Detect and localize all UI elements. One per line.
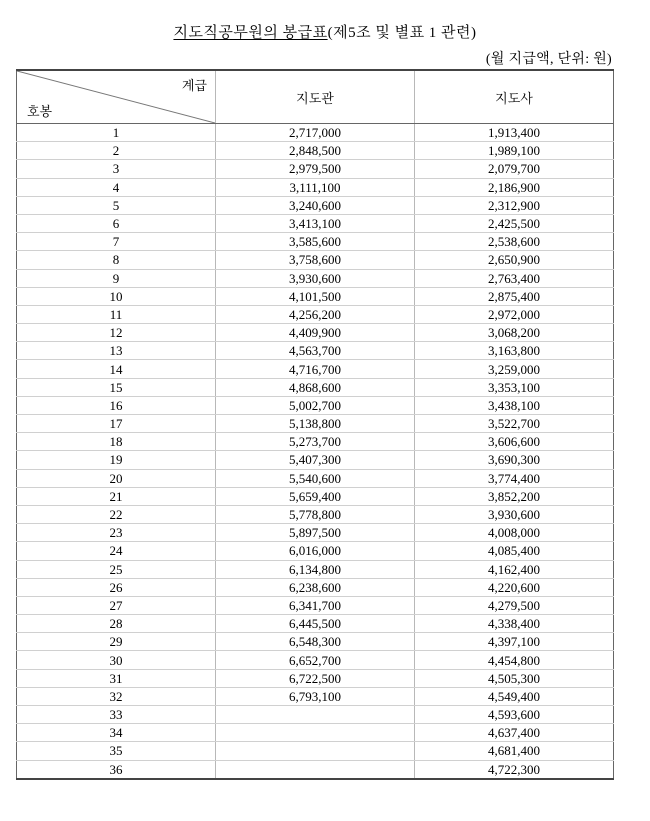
step-cell: 15 — [17, 378, 216, 396]
step-cell: 21 — [17, 487, 216, 505]
jidogwan-salary-cell: 3,111,100 — [216, 178, 415, 196]
table-row — [17, 142, 614, 160]
jidogwan-salary-cell: 6,445,500 — [216, 615, 415, 633]
table-row — [17, 178, 614, 196]
step-cell: 29 — [17, 633, 216, 651]
jidosa-salary-cell: 4,008,000 — [415, 524, 614, 542]
step-cell: 22 — [17, 505, 216, 523]
jidogwan-salary-cell: 3,413,100 — [216, 214, 415, 232]
jidosa-salary-cell: 1,913,400 — [415, 124, 614, 142]
jidogwan-salary-cell: 6,548,300 — [216, 633, 415, 651]
step-cell: 9 — [17, 269, 216, 287]
jidogwan-salary-cell: 6,134,800 — [216, 560, 415, 578]
jidosa-salary-cell: 4,279,500 — [415, 596, 614, 614]
table-row — [17, 433, 614, 451]
jidosa-salary-cell: 1,989,100 — [415, 142, 614, 160]
jidosa-salary-cell: 4,549,400 — [415, 687, 614, 705]
table-row — [17, 651, 614, 669]
jidogwan-salary-cell: 6,793,100 — [216, 687, 415, 705]
step-cell: 36 — [17, 760, 216, 779]
corner-label-grade: 계급 — [181, 78, 207, 93]
jidosa-salary-cell: 3,522,700 — [415, 415, 614, 433]
step-cell: 14 — [17, 360, 216, 378]
jidogwan-salary-cell: 5,002,700 — [216, 396, 415, 414]
jidogwan-salary-cell: 4,868,600 — [216, 378, 415, 396]
unit-note: (월 지급액, 단위: 원) — [485, 52, 612, 67]
column-header-jidogwan: 지도관 — [216, 70, 415, 124]
table-row — [17, 487, 614, 505]
jidogwan-salary-cell: 6,722,500 — [216, 669, 415, 687]
jidosa-salary-cell: 4,454,800 — [415, 651, 614, 669]
jidosa-salary-cell: 3,852,200 — [415, 487, 614, 505]
step-cell: 20 — [17, 469, 216, 487]
step-cell: 35 — [17, 742, 216, 760]
step-cell: 23 — [17, 524, 216, 542]
jidogwan-salary-cell: 3,240,600 — [216, 196, 415, 214]
table-row — [17, 160, 614, 178]
step-cell: 24 — [17, 542, 216, 560]
jidosa-salary-cell: 3,690,300 — [415, 451, 614, 469]
table-row — [17, 687, 614, 705]
step-cell: 34 — [17, 724, 216, 742]
document-title — [0, 24, 650, 42]
table-row — [17, 124, 614, 142]
jidosa-salary-cell: 2,079,700 — [415, 160, 614, 178]
jidogwan-salary-cell: 2,848,500 — [216, 142, 415, 160]
table-row — [17, 269, 614, 287]
salary-table-header — [17, 70, 614, 124]
step-cell: 7 — [17, 233, 216, 251]
table-row — [17, 542, 614, 560]
table-row — [17, 596, 614, 614]
table-row — [17, 706, 614, 724]
table-row — [17, 287, 614, 305]
step-cell: 28 — [17, 615, 216, 633]
jidosa-salary-cell: 4,637,400 — [415, 724, 614, 742]
table-row — [17, 615, 614, 633]
salary-table — [16, 69, 614, 780]
jidosa-salary-cell: 4,681,400 — [415, 742, 614, 760]
step-cell: 6 — [17, 214, 216, 232]
step-cell: 25 — [17, 560, 216, 578]
table-row — [17, 378, 614, 396]
table-row — [17, 305, 614, 323]
step-cell: 5 — [17, 196, 216, 214]
table-row — [17, 560, 614, 578]
jidosa-salary-cell: 3,774,400 — [415, 469, 614, 487]
jidosa-salary-cell: 4,162,400 — [415, 560, 614, 578]
step-cell: 27 — [17, 596, 216, 614]
jidogwan-salary-cell: 6,016,000 — [216, 542, 415, 560]
jidosa-salary-cell: 2,650,900 — [415, 251, 614, 269]
step-cell: 2 — [17, 142, 216, 160]
table-row — [17, 760, 614, 779]
jidosa-salary-cell: 3,259,000 — [415, 360, 614, 378]
jidogwan-salary-cell: 5,659,400 — [216, 487, 415, 505]
jidosa-salary-cell: 3,438,100 — [415, 396, 614, 414]
title-suffix: (제5조 및 별표 1 관련) — [327, 25, 477, 41]
column-header-jidosa: 지도사 — [415, 70, 614, 124]
table-row — [17, 415, 614, 433]
jidogwan-salary-cell — [216, 742, 415, 760]
step-cell: 16 — [17, 396, 216, 414]
jidosa-salary-cell: 2,538,600 — [415, 233, 614, 251]
step-cell: 8 — [17, 251, 216, 269]
jidosa-salary-cell: 4,505,300 — [415, 669, 614, 687]
table-row — [17, 742, 614, 760]
step-cell: 1 — [17, 124, 216, 142]
jidosa-salary-cell: 2,186,900 — [415, 178, 614, 196]
jidogwan-salary-cell: 4,101,500 — [216, 287, 415, 305]
table-row — [17, 324, 614, 342]
jidosa-salary-cell: 3,163,800 — [415, 342, 614, 360]
jidosa-salary-cell: 2,425,500 — [415, 214, 614, 232]
jidogwan-salary-cell — [216, 724, 415, 742]
jidosa-salary-cell: 2,972,000 — [415, 305, 614, 323]
jidogwan-salary-cell: 4,409,900 — [216, 324, 415, 342]
header-row — [17, 70, 614, 124]
step-cell: 19 — [17, 451, 216, 469]
corner-label-step: 호봉 — [27, 104, 53, 119]
jidogwan-salary-cell: 6,341,700 — [216, 596, 415, 614]
jidogwan-salary-cell: 5,778,800 — [216, 505, 415, 523]
salary-table-body — [17, 124, 614, 779]
jidogwan-salary-cell: 3,758,600 — [216, 251, 415, 269]
jidosa-salary-cell: 4,220,600 — [415, 578, 614, 596]
table-row — [17, 578, 614, 596]
step-cell: 26 — [17, 578, 216, 596]
jidogwan-salary-cell: 5,897,500 — [216, 524, 415, 542]
jidosa-salary-cell: 4,593,600 — [415, 706, 614, 724]
jidogwan-salary-cell: 3,585,600 — [216, 233, 415, 251]
jidogwan-salary-cell: 5,540,600 — [216, 469, 415, 487]
step-cell: 30 — [17, 651, 216, 669]
step-cell: 3 — [17, 160, 216, 178]
jidogwan-salary-cell: 2,717,000 — [216, 124, 415, 142]
jidogwan-salary-cell: 6,652,700 — [216, 651, 415, 669]
step-cell: 4 — [17, 178, 216, 196]
jidosa-salary-cell: 3,353,100 — [415, 378, 614, 396]
step-cell: 31 — [17, 669, 216, 687]
table-row — [17, 524, 614, 542]
table-row — [17, 505, 614, 523]
step-cell: 12 — [17, 324, 216, 342]
jidosa-salary-cell: 4,722,300 — [415, 760, 614, 779]
jidosa-salary-cell: 2,312,900 — [415, 196, 614, 214]
table-row — [17, 469, 614, 487]
jidogwan-salary-cell — [216, 760, 415, 779]
table-row — [17, 233, 614, 251]
step-cell: 18 — [17, 433, 216, 451]
step-cell: 13 — [17, 342, 216, 360]
step-cell: 10 — [17, 287, 216, 305]
table-row — [17, 342, 614, 360]
table-row — [17, 451, 614, 469]
table-row — [17, 214, 614, 232]
table-row — [17, 196, 614, 214]
jidogwan-salary-cell: 3,930,600 — [216, 269, 415, 287]
jidogwan-salary-cell: 4,716,700 — [216, 360, 415, 378]
table-row — [17, 251, 614, 269]
jidogwan-salary-cell: 4,256,200 — [216, 305, 415, 323]
table-row — [17, 633, 614, 651]
jidosa-salary-cell: 2,763,400 — [415, 269, 614, 287]
title-main: 지도직공무원의 봉급표 — [173, 25, 328, 41]
jidogwan-salary-cell: 5,407,300 — [216, 451, 415, 469]
jidogwan-salary-cell — [216, 706, 415, 724]
step-cell: 11 — [17, 305, 216, 323]
step-cell: 17 — [17, 415, 216, 433]
step-cell: 33 — [17, 706, 216, 724]
jidosa-salary-cell: 3,606,600 — [415, 433, 614, 451]
step-cell: 32 — [17, 687, 216, 705]
jidosa-salary-cell: 4,397,100 — [415, 633, 614, 651]
jidogwan-salary-cell: 5,273,700 — [216, 433, 415, 451]
jidogwan-salary-cell: 6,238,600 — [216, 578, 415, 596]
jidosa-salary-cell: 3,068,200 — [415, 324, 614, 342]
jidogwan-salary-cell: 2,979,500 — [216, 160, 415, 178]
jidosa-salary-cell: 4,085,400 — [415, 542, 614, 560]
table-row — [17, 669, 614, 687]
jidosa-salary-cell: 4,338,400 — [415, 615, 614, 633]
corner-header-cell — [17, 70, 216, 124]
jidosa-salary-cell: 2,875,400 — [415, 287, 614, 305]
jidosa-salary-cell: 3,930,600 — [415, 505, 614, 523]
jidogwan-salary-cell: 5,138,800 — [216, 415, 415, 433]
table-row — [17, 396, 614, 414]
table-row — [17, 724, 614, 742]
table-row — [17, 360, 614, 378]
jidogwan-salary-cell: 4,563,700 — [216, 342, 415, 360]
